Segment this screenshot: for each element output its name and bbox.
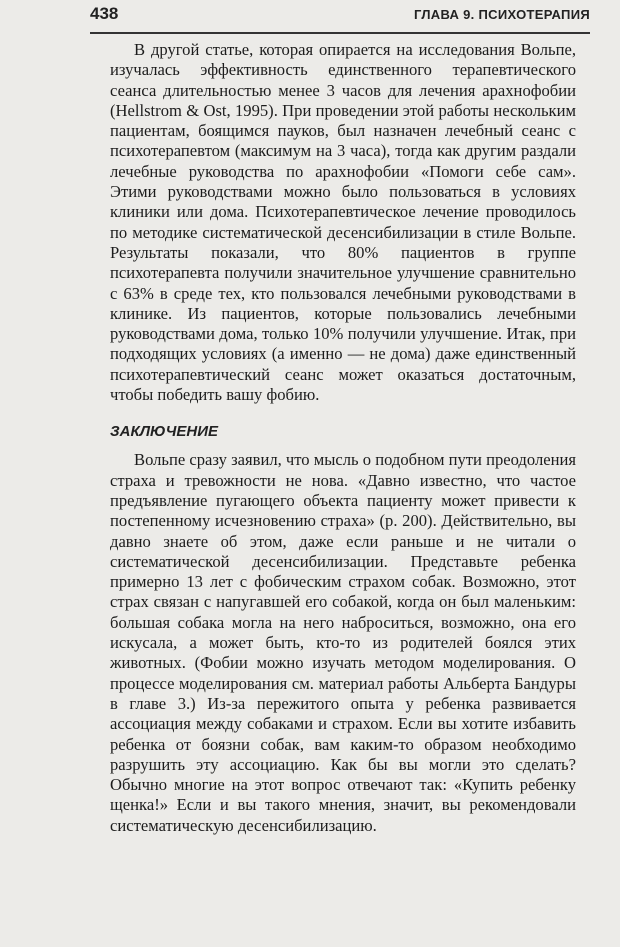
section-heading: ЗАКЛЮЧЕНИЕ: [110, 423, 219, 441]
page-header: [90, 4, 590, 34]
paragraph-arachnophobia-study: В другой статье, которая опирается на исследования Вольпе, изучалась эффективность единственного терапевтического сеанса длительностью менее 3 часов для лечения арахнофобии (Hellstrom & Ost, 1995). При проведении этой работы нескольким пациентам, боящимся пауков, был назначен лечебный сеанс с психотерапевтом (максимум на 3 часа), тогда как другим раздали лечебные руководства по арахнофобии «Помоги себе сам». Этими руководствами можно было пользоваться в условиях клиники или дома. Психотерапевтическое лечение проводилось по методике систематической десенсибилизации в стиле Вольпе. Результаты показали, что 80% пациентов в группе психотерапевта получили значительное улучшение сравнительно с 63% в среде тех, кто пользовался лечебными руководствами в клинике. Из пациентов, которые пользовались лечебными руководствами дома, только 10% получили улучшение. Итак, при подходящих условиях (а именно — не дома) даже единственный психотерапевтический сеанс может оказаться достаточным, чтобы победить вашу фобию.: [110, 40, 576, 405]
paragraph-conclusion: Вольпе сразу заявил, что мысль о подобном пути преодоления страха и тревожности не нова. «Давно известно, что частое предъявление пугающего объекта пациенту может привести к постепенному исчезновению страха» (р. 200). Действительно, вы давно знаете об этом, даже если раньше и не читали о систематической десенсибилизации. Представьте ребенка примерно 13 лет с фобическим страхом собак. Возможно, этот страх связан с напугавшей его собакой, когда он был маленьким: большая собака могла на него наброситься, возможно, она его искусала, а может быть, кто-то из родителей боялся этих животных. (Фобии можно изучать методом моделирования. О процессе моделирования см. материал работы Альберта Бандуры в главе 3.) Из-за пережитого опыта у ребенка развивается ассоциация между собаками и страхом. Если вы хотите избавить ребенка от боязни собак, вам каким-то образом необходимо разрушить эту ассоциацию. Как бы вы могли это сделать? Обычно многие на этот вопрос отвечают так: «Купить ребенку щенка!» Если и вы такого мнения, значит, вы рекомендовали систематическую десенсибилизацию.: [110, 450, 576, 835]
running-head: ГЛАВА 9. ПСИХОТЕРАПИЯ: [414, 7, 590, 22]
body-text: [110, 40, 576, 836]
page-number: 438: [90, 4, 119, 23]
